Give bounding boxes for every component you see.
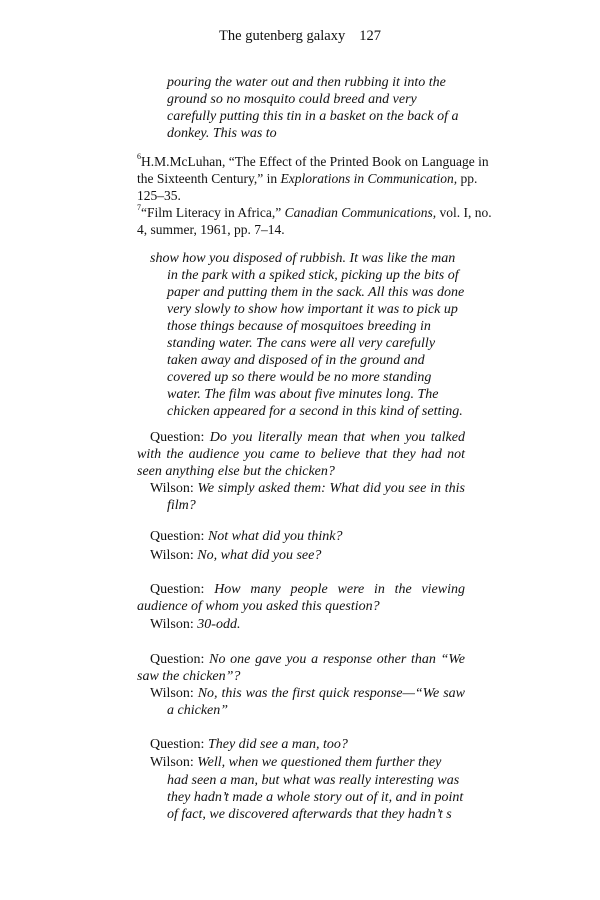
quote-line xyxy=(167,108,459,125)
running-header xyxy=(0,28,600,45)
quote-line xyxy=(167,369,431,386)
footnote-line xyxy=(137,170,477,187)
answer-line xyxy=(167,806,452,823)
text: Question: xyxy=(150,430,210,445)
italic-text: very slowly to show how important it was to pick up xyxy=(167,302,458,317)
answer-line xyxy=(150,480,465,497)
question-line xyxy=(150,736,348,753)
answer-line xyxy=(167,702,228,719)
text: Wilson: xyxy=(150,686,198,701)
italic-text: film? xyxy=(167,498,196,513)
running-title: The gutenberg galaxy xyxy=(219,28,346,44)
quote-line xyxy=(167,91,417,108)
question-line xyxy=(137,446,465,463)
italic-text: ground so no mosquito could breed and very xyxy=(167,92,417,107)
italic-text: 30-odd. xyxy=(197,617,241,632)
italic-text: Canadian Communications, xyxy=(284,205,437,220)
text: Question: xyxy=(150,737,208,752)
footnote-line xyxy=(137,221,285,238)
italic-text: show how you disposed of rubbish. It was like the man xyxy=(150,251,456,266)
italic-text: chicken appeared for a second in this kind of setting. xyxy=(167,404,463,419)
italic-text: Well, when we questioned them further they xyxy=(197,755,442,770)
answer-line xyxy=(167,789,463,806)
italic-text: of fact, we discovered afterwards that they hadn’t s xyxy=(167,807,452,822)
italic-text: No, what did you see? xyxy=(197,548,322,563)
footnote-line xyxy=(137,204,492,221)
question-line xyxy=(150,528,343,545)
text: Wilson: xyxy=(150,755,198,770)
text: Wilson: xyxy=(150,548,198,563)
text: “Film Literacy in Africa,” xyxy=(141,205,285,220)
italic-text: seen anything else but the chicken? xyxy=(137,464,335,479)
text: Question: xyxy=(150,529,208,544)
italic-text: covered up so there would be no more standing xyxy=(167,370,432,385)
quote-line xyxy=(167,318,431,335)
italic-text: taken away and disposed of in the ground and xyxy=(167,353,425,368)
italic-text: Do you literally mean that when you talked xyxy=(209,430,465,445)
italic-text: They did see a man, too? xyxy=(207,737,348,752)
quote-line xyxy=(167,125,277,142)
text: Question: xyxy=(150,652,210,667)
answer-line xyxy=(150,685,465,702)
question-line xyxy=(150,581,465,598)
answer-line xyxy=(150,754,441,771)
quote-line xyxy=(167,335,435,352)
footnote-line xyxy=(137,153,489,170)
italic-text: donkey. This was to xyxy=(167,126,277,141)
footnote-line xyxy=(137,187,181,204)
italic-text: a chicken” xyxy=(167,703,229,718)
text: vol. I, no. xyxy=(436,205,492,220)
quote-line xyxy=(167,352,425,369)
italic-text: No one gave you a response other than “We xyxy=(209,652,465,667)
quote-line xyxy=(167,386,438,403)
page-number: 127 xyxy=(359,28,381,44)
italic-text: pouring the water out and then rubbing it into the xyxy=(167,75,446,90)
quote-line xyxy=(167,284,464,301)
italic-text: Explorations in Communication, xyxy=(280,171,458,186)
text: Wilson: xyxy=(150,617,198,632)
answer-line xyxy=(167,772,459,789)
text: 125–35. xyxy=(137,188,181,203)
quote-line xyxy=(167,267,459,284)
text: the Sixteenth Century,” in xyxy=(137,171,281,186)
text: pp. xyxy=(457,171,478,186)
italic-text: in the park with a spiked stick, picking up the bits of xyxy=(167,268,459,283)
text: Wilson: xyxy=(150,481,198,496)
italic-text: How many people were in the viewing xyxy=(214,582,465,597)
italic-text: standing water. The cans were all very carefully xyxy=(167,336,436,351)
italic-text: We simply asked them: What did you see in this xyxy=(197,481,465,496)
text: H.M.McLuhan, “The Effect of the Printed Book on Language in xyxy=(141,154,489,169)
quote-line xyxy=(150,250,455,267)
footnote-marker: 7 xyxy=(137,203,141,212)
answer-line xyxy=(167,497,196,514)
italic-text: No, this was the first quick response—“We saw xyxy=(197,686,465,701)
footnote-marker: 6 xyxy=(137,152,141,161)
answer-line xyxy=(150,547,321,564)
question-line xyxy=(137,463,335,480)
question-line xyxy=(137,598,380,615)
quote-line xyxy=(167,74,446,91)
question-line xyxy=(150,651,465,668)
italic-text: those things because of mosquitoes breeding in xyxy=(167,319,431,334)
italic-text: Not what did you think? xyxy=(207,529,343,544)
question-line xyxy=(137,668,240,685)
italic-text: water. The film was about five minutes long. The xyxy=(167,387,439,402)
quote-line xyxy=(167,403,463,420)
italic-text: with the audience you came to believe that they had not xyxy=(137,447,465,462)
answer-line xyxy=(150,616,240,633)
italic-text: saw the chicken”? xyxy=(137,669,241,684)
italic-text: they hadn’t made a whole story out of it, and in point xyxy=(167,790,464,805)
text: 4, summer, 1961, pp. 7–14. xyxy=(137,222,285,237)
italic-text: had seen a man, but what was really interesting was xyxy=(167,773,460,788)
italic-text: carefully putting this tin in a basket on the back of a xyxy=(167,109,459,124)
italic-text: paper and putting them in the sack. All this was done xyxy=(167,285,465,300)
quote-line xyxy=(167,301,458,318)
italic-text: audience of whom you asked this question? xyxy=(137,599,380,614)
text: Question: xyxy=(150,582,215,597)
question-line xyxy=(150,429,465,446)
